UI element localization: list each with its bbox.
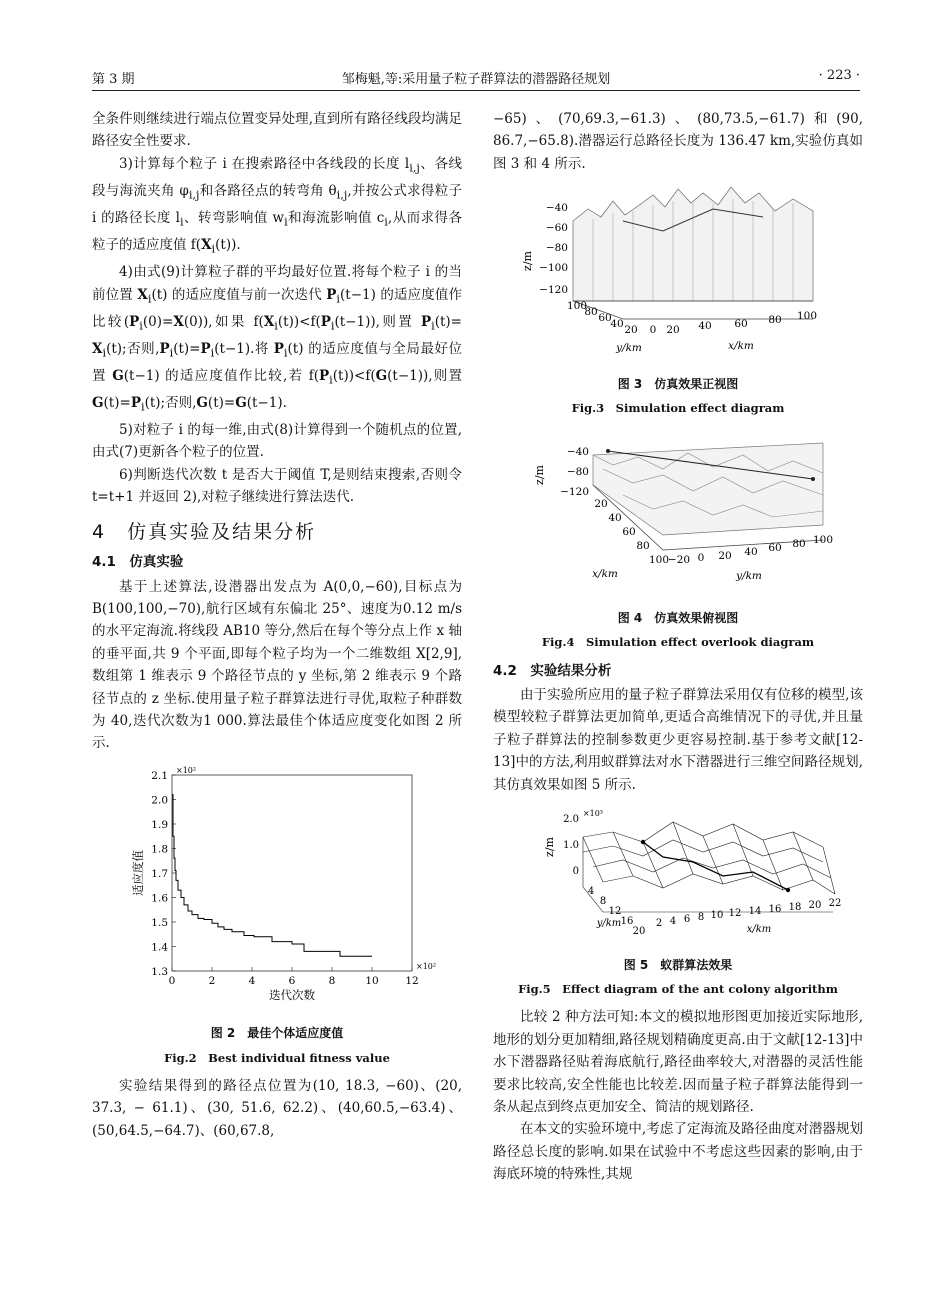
terrain-surface [573, 187, 813, 319]
subsection-heading: 4.1 仿真实验 [92, 554, 184, 571]
z-axis-label: z/m [521, 251, 534, 272]
right-column [493, 108, 863, 1186]
x-tick: 20 [808, 900, 822, 912]
z-tick: −60 [545, 222, 568, 235]
z-tick: 2.0 [563, 814, 579, 826]
y-multiplier: ×10² [176, 765, 197, 775]
running-header [92, 66, 860, 91]
y-tick: 40 [610, 318, 624, 331]
x-tick: 100 [648, 554, 670, 567]
y-tick-label: 2.0 [151, 794, 168, 807]
paragraph: 5)对粒子 i 的每一维,由式(8)计算得到一个随机点的位置,由式(7)更新各个粒子的位置. [92, 422, 462, 461]
subsection-heading: 4.2 实验结果分析 [493, 662, 612, 679]
x-axis-label: x/km [728, 340, 754, 353]
x-tick-label: 10 [365, 974, 379, 987]
x-tick-label: 2 [208, 974, 216, 987]
y-tick: 100 [566, 300, 588, 313]
z-tick: −120 [539, 284, 568, 297]
y-tick: 80 [584, 306, 598, 319]
x-tick: 18 [788, 902, 802, 914]
x-tick: 8 [697, 912, 705, 924]
z-tick: 1.0 [563, 840, 579, 852]
x-tick-label: 12 [405, 974, 419, 987]
y-tick: 20 [632, 926, 646, 938]
y-tick-label: 1.4 [151, 941, 168, 954]
x-tick: 2 [655, 918, 663, 930]
paragraph: 基于上述算法,设潜器出发点为 A(0,0,−60),目标点为 B(100,100,−70),航行区域有东偏北 25°、速度为0.12 m/s的水平定海流.将线段 AB10 等分,然后在每个等分点上作 x 轴的垂平面,共 9 个平面,即每个粒子均为一个二维数组 X[2,9],数组第 1 维表示 9 个路径节点的 y 坐标,第 2 维表示 9 个路径节点的 z 坐标.使用量子粒子群算法进行寻优,取粒子种群数为 40,迭代次数为1 000.算法最佳个体适应度变化如图 2 所示. [92, 578, 462, 752]
y-tick: 80 [792, 538, 806, 551]
z-axis-label: z/m [533, 465, 546, 486]
y-tick: 60 [598, 312, 612, 325]
x-tick: 20 [594, 498, 608, 511]
ant-colony-terrain [513, 802, 843, 942]
x-tick: 14 [748, 906, 762, 918]
running-title: 邹梅魁,等:采用量子粒子群算法的潜器路径规划 [341, 72, 611, 87]
terrain-front-view [513, 181, 843, 361]
paragraph: 实验结果得到的路径点位置为(10, 18.3, −60)、(20, 37.3, − 61.1)、(30, 51.6, 62.2)、(40,60.5,−63.4)、(50,64.5,−64.7)、(60,67.8, [92, 1077, 462, 1139]
y-tick: 8 [599, 896, 607, 908]
x-tick: 16 [768, 904, 782, 916]
figure-caption-zh: 图 3 仿真效果正视图 [617, 376, 739, 391]
paragraph: −65)、(70,69.3,−61.3)、(80,73.5,−61.7)和(90, 86.7,−65.8).潜器运行总路径长度为 136.47 km,实验仿真如图 3 和 4 所示. [493, 111, 863, 172]
fitness-chart [112, 761, 442, 1011]
y-tick-label: 1.9 [151, 818, 168, 831]
y-axis-label: y/km [736, 570, 762, 583]
x-tick-label: 8 [328, 974, 336, 987]
x-tick-label: 4 [248, 974, 256, 987]
y-tick: −20 [667, 554, 691, 567]
y-tick: 40 [744, 546, 758, 559]
x-axis-label: x/km [592, 568, 618, 581]
y-tick: 100 [812, 534, 834, 547]
figure-5 [493, 802, 863, 1000]
y-tick: 20 [624, 324, 638, 337]
issue-number: 第 3 期 [92, 72, 135, 87]
x-tick: 4 [669, 916, 677, 928]
z-tick: −40 [545, 202, 568, 215]
paragraph: 由于实验所应用的量子粒子群算法采用仅有位移的模型,该模型较粒子群算法更加简单,更适合高维情况下的寻优,并且量子粒子群算法的控制参数更少更容易控制.基于参考文献[12-13]中的方法,利用蚁群算法对水下潜器进行三维空间路径规划,其仿真效果如图 5 所示. [493, 687, 863, 793]
figure-caption-zh: 图 4 仿真效果俯视图 [617, 610, 739, 625]
paragraph: 全条件则继续进行端点位置变异处理,直到所有路径线段均满足路径安全性要求. [92, 111, 462, 150]
z-exponent: ×10³ [582, 809, 603, 819]
x-tick: 40 [608, 512, 622, 525]
x-axis-label: x/km [746, 924, 772, 936]
z-tick: −40 [566, 446, 589, 459]
y-tick-label: 1.3 [151, 965, 168, 978]
z-tick: 0 [572, 866, 579, 878]
x-tick-label: 6 [288, 974, 296, 987]
y-tick: 20 [718, 550, 732, 563]
x-tick: 22 [828, 898, 842, 910]
figure-caption-en: Fig.3 Simulation effect diagram [571, 401, 785, 416]
y-tick-label: 1.6 [151, 892, 168, 905]
z-tick: −120 [560, 486, 589, 499]
paragraph: 3)计算每个粒子 i 在搜索路径中各线段的长度 $l_{i,j}$、各线段与海流夹角 $\varphi_{i,j}$和各路径点的转弯角 $\theta_{i,j}$,并按公式求得粒子 i 的路径长度 $l_i$、转弯影响值 $w_i$和海流影响值 $c_i$,从而求得各粒子的适应度值 $f(X_i(t))$. [92, 155, 463, 256]
x-tick: 80 [768, 314, 782, 327]
x-tick: 10 [710, 910, 724, 922]
terrain-mesh [583, 822, 835, 912]
x-tick: 6 [683, 914, 691, 926]
x-multiplier: ×10² [416, 961, 437, 971]
x-tick: 40 [698, 320, 712, 333]
x-tick: 60 [622, 526, 636, 539]
x-tick: 100 [796, 310, 818, 323]
paragraph: 6)判断迭代次数 t 是否大于阈值 T,是则结束搜索,否则令 t=t+1 并返回 2),对粒子继续进行算法迭代. [92, 466, 462, 506]
x-tick: 0 [649, 324, 657, 337]
y-tick: 16 [620, 916, 634, 928]
x-tick: 20 [666, 324, 680, 337]
figure-2 [92, 761, 462, 1069]
y-tick-label: 1.7 [151, 867, 168, 880]
y-tick-label: 1.8 [151, 843, 168, 856]
figure-caption-en: Fig.5 Effect diagram of the ant colony algorithm [518, 981, 838, 996]
figure-4 [493, 425, 863, 653]
y-tick-label: 2.1 [151, 769, 168, 782]
fitness-series-line [172, 794, 372, 956]
y-axis-label: 适应度值 [131, 849, 145, 896]
figure-caption-zh: 图 5 蚁群算法效果 [623, 957, 733, 972]
z-axis-label: z/m [543, 837, 556, 858]
z-tick: −80 [566, 466, 589, 479]
z-tick: −80 [545, 242, 568, 255]
y-axis-label: y/km [616, 342, 642, 355]
x-tick-label: 0 [168, 974, 176, 987]
z-tick: −100 [539, 262, 568, 275]
page-number: · 223 · [818, 68, 860, 83]
paragraph: 比较 2 种方法可知:本文的模拟地形图更加接近实际地形,地形的划分更加精细,路径规划精确度更高.由于文献[12-13]中水下潜器路径贴着海底航行,路径曲率较大,对潜器的灵活性能要求比较高,安全性能也比较差.因而量子粒子群算法能得到一条从起点到终点更加安全、简洁的规划路径. [493, 1009, 863, 1115]
x-axis-label: 迭代次数 [269, 987, 315, 1002]
x-tick: 12 [728, 908, 742, 920]
figure-3 [493, 181, 863, 419]
y-axis-label: y/km [596, 918, 622, 930]
figure-caption-en: Fig.2 Best individual fitness value [164, 1050, 390, 1065]
paragraph: 在本文的实验环境中,考虑了定海流及路径曲度对潜器规划路径总长度的影响.如果在试验中不考虑这些因素的影响,由于海底环境的特殊性,其规 [493, 1121, 863, 1183]
x-tick: 60 [734, 318, 748, 331]
section-heading: 4 仿真实验及结果分析 [92, 520, 317, 543]
left-column [92, 108, 462, 1142]
x-tick: 80 [636, 540, 650, 553]
y-tick: 4 [587, 886, 595, 898]
terrain-overlook-view [513, 425, 843, 595]
y-tick: 12 [608, 906, 622, 918]
figure-caption-zh: 图 2 最佳个体适应度值 [210, 1026, 344, 1041]
paragraph: 4)由式(9)计算粒子群的平均最好位置.将每个粒子 i 的当前位置 $X_i(t)$ 的适应度值与前一次迭代 $P_i(t-1)$ 的适应度值作比较$(P_i(0)=X(0))$,如果 $f(X_i(t))<f(P_i(t-1))$,则置 $P_i(t)= X_i(t)$;否则$,P_i(t)=P_i(t-1)$.将 $P_i(t)$ 的适应度值与全局最好位置 G(t−1) 的适应度值作比较,若 $f(P_i(t))<f(G(t-1))$,则置 $G(t)=P_i(t)$;否则,G(t)=G(t−1). [92, 264, 463, 414]
y-tick-label: 1.5 [151, 916, 168, 929]
y-tick: 0 [697, 552, 705, 565]
figure-caption-en: Fig.4 Simulation effect overlook diagram [541, 635, 815, 650]
y-tick: 60 [768, 542, 782, 555]
